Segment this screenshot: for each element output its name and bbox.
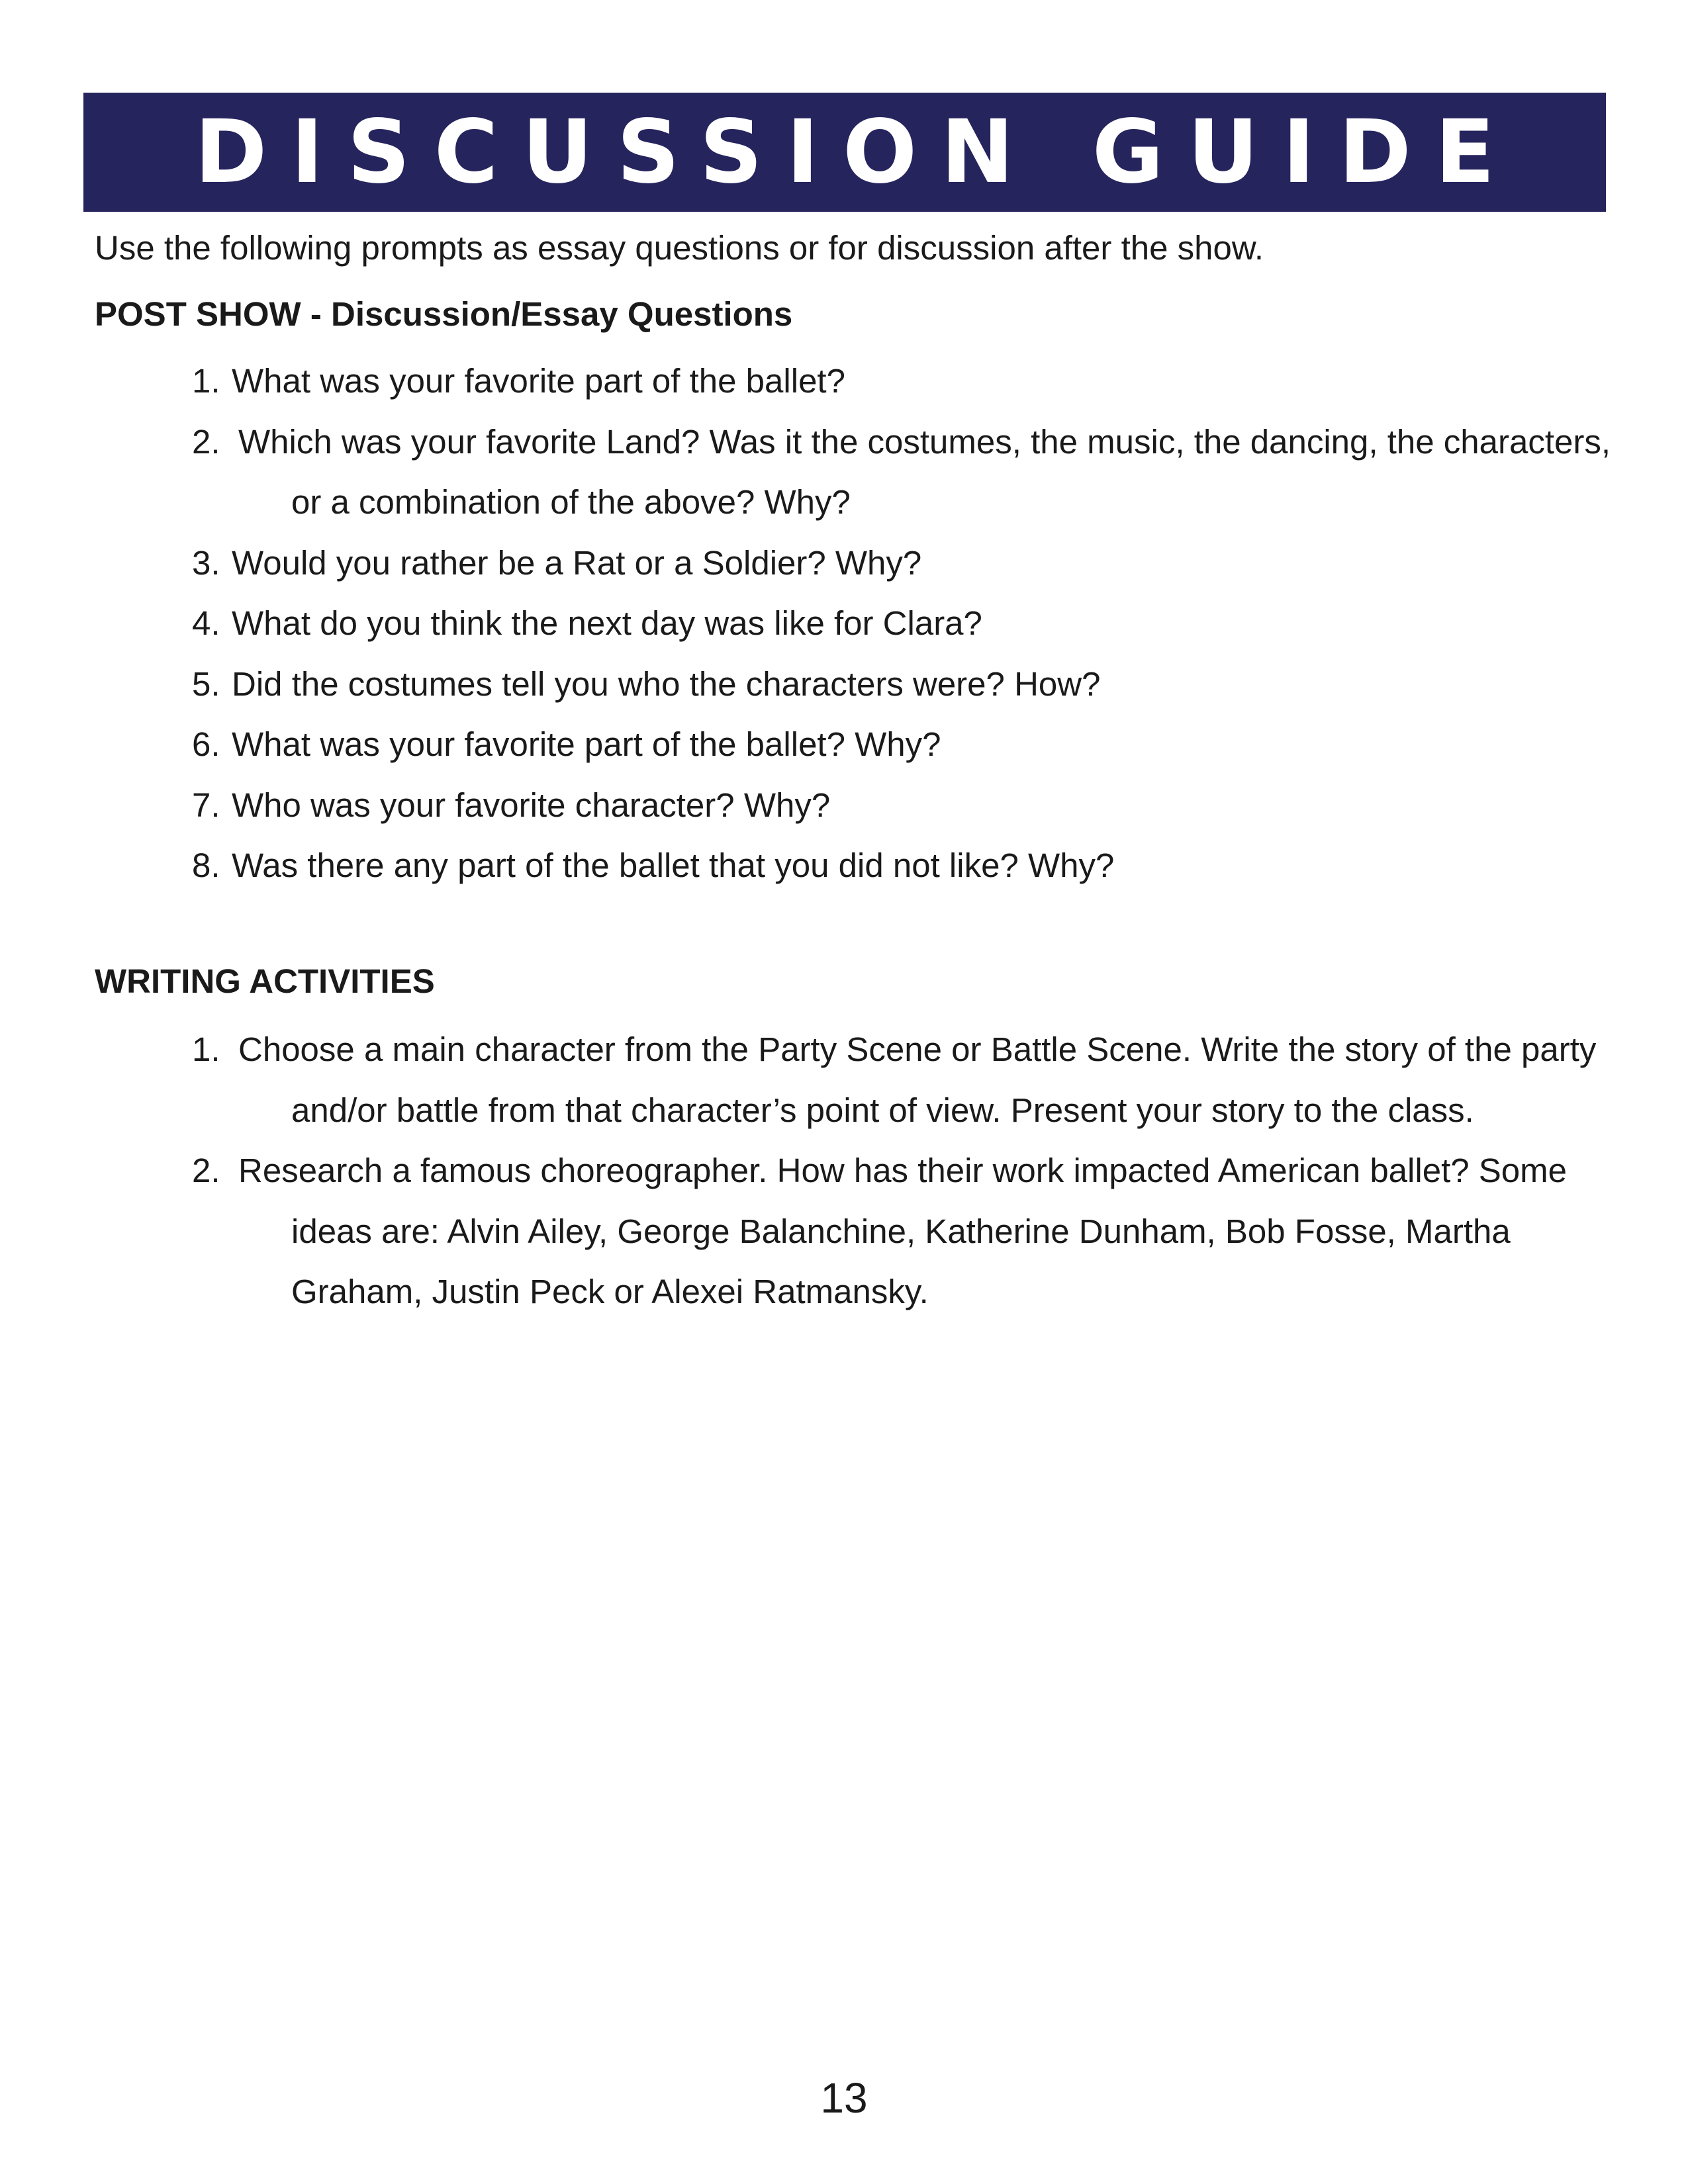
item-text: What was your favorite part of the ballet? Why? xyxy=(232,725,941,763)
intro-text: Use the following prompts as essay questions or for discussion after the show. xyxy=(95,229,1264,267)
item-number: 1. xyxy=(192,362,220,400)
item-number: 3. xyxy=(192,543,220,582)
item-number: 6. xyxy=(192,725,220,763)
item-number: 4. xyxy=(192,604,220,642)
list-item xyxy=(192,412,1615,533)
list-item xyxy=(192,1019,1615,1140)
list-item xyxy=(192,593,1615,654)
item-text: Did the costumes tell you who the characters were? How? xyxy=(232,664,1101,703)
post-show-heading: POST SHOW - Discussion/Essay Questions xyxy=(95,295,793,333)
item-number: 5. xyxy=(192,664,220,703)
item-text: Who was your favorite character? Why? xyxy=(232,786,831,824)
writing-activities-heading: WRITING ACTIVITIES xyxy=(95,962,435,1000)
page-title: DISCUSSION GUIDE xyxy=(194,101,1519,203)
item-number: 8. xyxy=(192,846,220,884)
post-show-question-list xyxy=(192,351,1615,896)
list-item xyxy=(192,1140,1615,1322)
item-text: What was your favorite part of the ballet? xyxy=(232,362,845,400)
writing-activities-list xyxy=(192,1019,1615,1322)
item-number: 2. xyxy=(192,422,220,461)
item-text: Choose a main character from the Party Scene or Battle Scene. Write the story of the party and/or battle from that character’s point of view. Present your story to the class. xyxy=(238,1030,1597,1129)
item-text: Which was your favorite Land? Was it the costumes, the music, the dancing, the characters, or a combination of the above? Why? xyxy=(238,422,1611,521)
item-text: Research a famous choreographer. How has their work impacted American ballet? Some ideas are: Alvin Ailey, George Balanchine, Katherine Dunham, Bob Fosse, Martha Graham, Justin Peck or Alexei Ratmansky. xyxy=(238,1152,1568,1310)
list-item xyxy=(192,835,1615,896)
item-number: 1. xyxy=(192,1030,220,1068)
list-item xyxy=(192,714,1615,775)
item-number: 2. xyxy=(192,1152,220,1189)
list-item xyxy=(192,533,1615,594)
list-item xyxy=(192,775,1615,836)
list-item xyxy=(192,654,1615,715)
item-text: Would you rather be a Rat or a Soldier? Why? xyxy=(232,543,922,582)
list-item xyxy=(192,351,1615,412)
item-text: What do you think the next day was like for Clara? xyxy=(232,604,982,642)
item-text: Was there any part of the ballet that you did not like? Why? xyxy=(232,846,1115,884)
title-banner xyxy=(83,93,1606,212)
page-number: 13 xyxy=(820,2074,868,2122)
item-number: 7. xyxy=(192,786,220,824)
